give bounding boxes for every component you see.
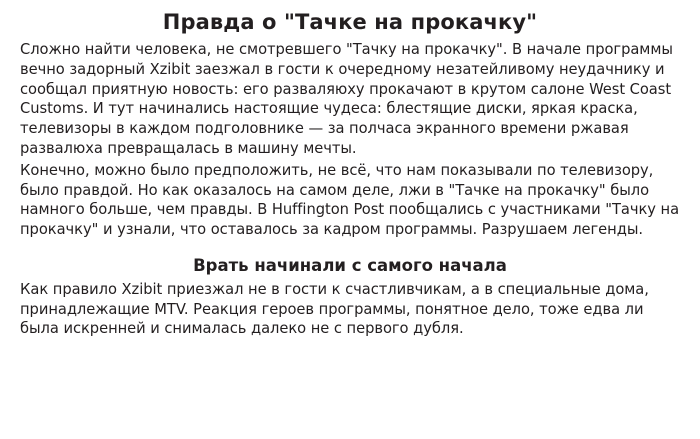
page-title: Правда о "Тачке на прокачку"	[162, 10, 538, 34]
section-heading: Врать начинали с самого начала	[193, 255, 507, 275]
section-paragraph-1: Как правило Xzibit приезжал не в гости к счастливчикам, а в специальные дома, принадлежащие MTV. Реакция героев программы, понятное дело, тоже едва ли была искренней и снималась далеко не с первого дубля.	[20, 280, 649, 338]
intro-paragraph-2: Конечно, можно было предположить, не всё, что нам показывали по телевизору, было правдой. Но как оказалось на самом деле, лжи в "Тачке на прокачку" было намного больше, чем правды. В Huffington Post пообщались с участниками "Тачку на прокачку" и узнали, что оставалось за кадром программы. Разрушаем легенды.	[20, 161, 680, 239]
intro-paragraph-1: Сложно найти человека, не смотревшего "Тачку на прокачку". В начале программы вечно задорный Xzibit заезжал в гости к очередному незатейливому неудачнику и сообщал приятную новость: его разваляюху прокачают в крутом салоне West Coast Customs. И тут начинались настоящие чудеса: блестящие диски, яркая краска, телевизоры в каждом подголовнике — за полчаса экранного времени ржавая развалюха превращалась в машину мечты.	[20, 41, 673, 157]
